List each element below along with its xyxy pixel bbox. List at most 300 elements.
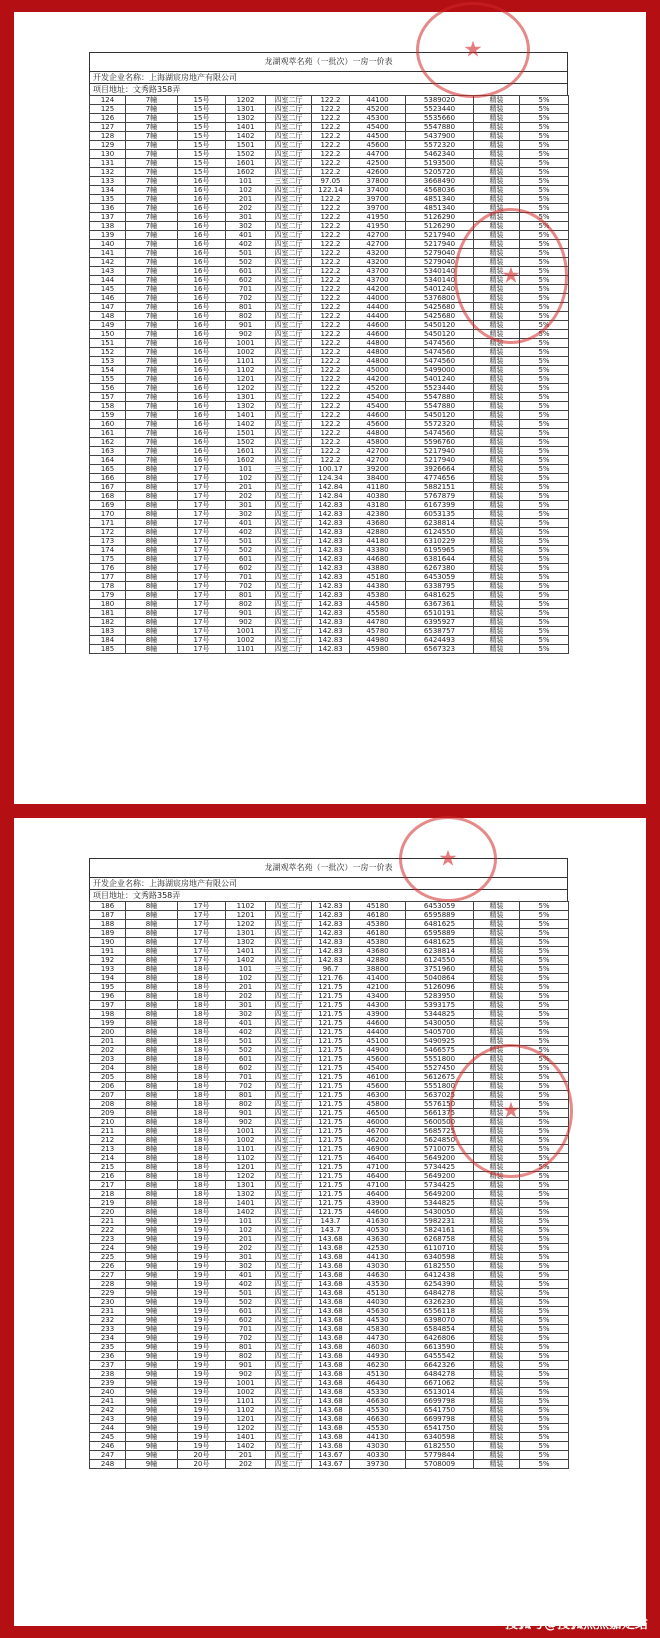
table-cell: 7幢 [126, 159, 178, 168]
table-cell: 1101 [226, 1397, 266, 1406]
table-cell: 精装 [474, 159, 520, 168]
table-cell: 44130 [350, 1433, 406, 1442]
table-cell: 121.75 [312, 1136, 350, 1145]
table-cell: 6381644 [406, 555, 474, 564]
table-cell: 四室二厅 [266, 1244, 312, 1253]
table-cell: 15号 [178, 96, 226, 105]
table-cell: 四室二厅 [266, 195, 312, 204]
table-cell: 239 [90, 1379, 126, 1388]
table-cell: 45800 [350, 438, 406, 447]
table-cell: 224 [90, 1244, 126, 1253]
table-cell: 45100 [350, 1037, 406, 1046]
table-cell: 16号 [178, 249, 226, 258]
table-cell: 196 [90, 992, 126, 1001]
table-cell: 44400 [350, 312, 406, 321]
table-cell: 501 [226, 249, 266, 258]
table-cell: 19号 [178, 1406, 226, 1415]
table-cell: 7幢 [126, 240, 178, 249]
table-cell: 四室二厅 [266, 402, 312, 411]
table-cell: 精装 [474, 627, 520, 636]
table-cell: 17号 [178, 591, 226, 600]
table-cell: 301 [226, 1253, 266, 1262]
table-cell: 精装 [474, 1073, 520, 1082]
table-cell: 1202 [226, 384, 266, 393]
table-cell: 18号 [178, 965, 226, 974]
table-cell: 8幢 [126, 1028, 178, 1037]
table-cell: 7幢 [126, 366, 178, 375]
table-cell: 167 [90, 483, 126, 492]
table-cell: 5% [520, 983, 569, 992]
seal-star-icon: ★ [501, 263, 521, 289]
table-cell: 701 [226, 1325, 266, 1334]
table-row [90, 636, 569, 645]
table-row [90, 1037, 569, 1046]
table-cell: 17号 [178, 510, 226, 519]
table-cell: 8幢 [126, 519, 178, 528]
table-cell: 5% [520, 222, 569, 231]
table-row [90, 177, 569, 186]
table-cell: 144 [90, 276, 126, 285]
table-cell: 45400 [350, 393, 406, 402]
table-cell: 5126096 [406, 983, 474, 992]
table-cell: 248 [90, 1460, 126, 1469]
price-table [89, 901, 569, 1469]
table-cell: 5% [520, 375, 569, 384]
table-cell: 46180 [350, 911, 406, 920]
table-cell: 5% [520, 929, 569, 938]
table-cell: 四室二厅 [266, 1370, 312, 1379]
table-cell: 精装 [474, 983, 520, 992]
table-cell: 102 [226, 186, 266, 195]
table-cell: 149 [90, 321, 126, 330]
table-cell: 5% [520, 1298, 569, 1307]
table-cell: 1401 [226, 947, 266, 956]
table-cell: 7幢 [126, 114, 178, 123]
table-cell: 17号 [178, 618, 226, 627]
table-cell: 19号 [178, 1226, 226, 1235]
table-cell: 5405700 [406, 1028, 474, 1037]
table-cell: 5523440 [406, 384, 474, 393]
table-cell: 41180 [350, 483, 406, 492]
table-cell: 142.83 [312, 501, 350, 510]
table-cell: 142.83 [312, 528, 350, 537]
table-row [90, 375, 569, 384]
table-cell: 19号 [178, 1442, 226, 1451]
table-cell: 122.2 [312, 123, 350, 132]
table-cell: 16号 [178, 213, 226, 222]
table-cell: 17号 [178, 609, 226, 618]
table-cell: 5% [520, 114, 569, 123]
table-cell: 43880 [350, 564, 406, 573]
table-cell: 四室二厅 [266, 1154, 312, 1163]
table-row [90, 1316, 569, 1325]
table-row [90, 1379, 569, 1388]
table-cell: 302 [226, 510, 266, 519]
table-cell: 229 [90, 1289, 126, 1298]
table-cell: 6167399 [406, 501, 474, 510]
table-row [90, 465, 569, 474]
table-cell: 18号 [178, 1055, 226, 1064]
table-cell: 45400 [350, 402, 406, 411]
table-cell: 188 [90, 920, 126, 929]
table-cell: 15号 [178, 141, 226, 150]
table-cell: 44780 [350, 618, 406, 627]
table-cell: 精装 [474, 483, 520, 492]
table-cell: 6124550 [406, 528, 474, 537]
table-cell: 6412438 [406, 1271, 474, 1280]
table-cell: 5% [520, 429, 569, 438]
table-cell: 7幢 [126, 321, 178, 330]
table-cell: 19号 [178, 1415, 226, 1424]
table-cell: 7幢 [126, 294, 178, 303]
table-cell: 8幢 [126, 555, 178, 564]
table-cell: 143.68 [312, 1289, 350, 1298]
table-cell: 5340140 [406, 276, 474, 285]
table-row [90, 1235, 569, 1244]
table-row [90, 348, 569, 357]
table-cell: 7幢 [126, 411, 178, 420]
table-cell: 5% [520, 600, 569, 609]
table-cell: 1102 [226, 902, 266, 911]
table-cell: 6182550 [406, 1442, 474, 1451]
table-cell: 精装 [474, 330, 520, 339]
table-cell: 精装 [474, 1433, 520, 1442]
table-cell: 精装 [474, 285, 520, 294]
table-cell: 19号 [178, 1253, 226, 1262]
table-cell: 5% [520, 204, 569, 213]
table-cell: 精装 [474, 213, 520, 222]
table-cell: 602 [226, 564, 266, 573]
table-cell: 5% [520, 285, 569, 294]
table-cell: 44800 [350, 357, 406, 366]
table-cell: 5% [520, 1154, 569, 1163]
table-cell: 5% [520, 1244, 569, 1253]
table-cell: 3668490 [406, 177, 474, 186]
table-cell: 702 [226, 582, 266, 591]
table-cell: 5% [520, 591, 569, 600]
table-cell: 5% [520, 609, 569, 618]
table-cell: 5% [520, 1010, 569, 1019]
table-row [90, 384, 569, 393]
table-row [90, 114, 569, 123]
table-cell: 6426806 [406, 1334, 474, 1343]
table-cell: 9幢 [126, 1397, 178, 1406]
table-cell: 9幢 [126, 1460, 178, 1469]
table-cell: 142.83 [312, 938, 350, 947]
table-cell: 四室二厅 [266, 366, 312, 375]
table-cell: 124.34 [312, 474, 350, 483]
table-cell: 精装 [474, 267, 520, 276]
table-cell: 5217940 [406, 231, 474, 240]
table-cell: 244 [90, 1424, 126, 1433]
table-cell: 四室二厅 [266, 474, 312, 483]
table-cell: 5649200 [406, 1172, 474, 1181]
table-cell: 精装 [474, 636, 520, 645]
table-cell: 四室二厅 [266, 258, 312, 267]
table-cell: 220 [90, 1208, 126, 1217]
table-cell: 5% [520, 1424, 569, 1433]
table-cell: 142.84 [312, 483, 350, 492]
table-cell: 6268758 [406, 1235, 474, 1244]
developer-name: 开发企业名称：上海湖宸房地产有限公司 [89, 71, 568, 83]
table-cell: 四室二厅 [266, 1352, 312, 1361]
table-cell: 16号 [178, 276, 226, 285]
table-cell: 5425680 [406, 312, 474, 321]
table-cell: 16号 [178, 330, 226, 339]
table-cell: 1101 [226, 357, 266, 366]
table-cell: 45400 [350, 123, 406, 132]
table-cell: 1002 [226, 1136, 266, 1145]
table-cell: 6513014 [406, 1388, 474, 1397]
table-cell: 5649200 [406, 1154, 474, 1163]
table-cell: 5547880 [406, 123, 474, 132]
table-row [90, 456, 569, 465]
table-cell: 18号 [178, 1064, 226, 1073]
table-cell: 精装 [474, 1100, 520, 1109]
table-cell: 四室二厅 [266, 582, 312, 591]
table-cell: 5% [520, 1145, 569, 1154]
table-cell: 163 [90, 447, 126, 456]
table-cell: 9幢 [126, 1226, 178, 1235]
table-cell: 四室二厅 [266, 555, 312, 564]
table-cell: 5824161 [406, 1226, 474, 1235]
table-cell: 5% [520, 1082, 569, 1091]
table-cell: 45300 [350, 114, 406, 123]
table-cell: 精装 [474, 537, 520, 546]
table-row [90, 1424, 569, 1433]
table-cell: 1301 [226, 105, 266, 114]
table-cell: 四室二厅 [266, 1433, 312, 1442]
table-cell: 43200 [350, 249, 406, 258]
table-cell: 5% [520, 384, 569, 393]
table-cell: 5% [520, 1334, 569, 1343]
table-cell: 46400 [350, 1172, 406, 1181]
table-cell: 46300 [350, 1091, 406, 1100]
table-cell: 四室二厅 [266, 1361, 312, 1370]
table-cell: 247 [90, 1451, 126, 1460]
table-cell: 1402 [226, 420, 266, 429]
table-cell: 5% [520, 96, 569, 105]
table-cell: 43180 [350, 501, 406, 510]
official-seal-stamp [399, 816, 497, 902]
table-cell: 6595889 [406, 911, 474, 920]
table-cell: 精装 [474, 231, 520, 240]
table-row [90, 1262, 569, 1271]
table-cell: 402 [226, 528, 266, 537]
table-row [90, 501, 569, 510]
table-cell: 47100 [350, 1163, 406, 1172]
table-cell: 四室二厅 [266, 213, 312, 222]
table-cell: 5% [520, 528, 569, 537]
table-cell: 8幢 [126, 947, 178, 956]
table-cell: 169 [90, 501, 126, 510]
table-cell: 四室二厅 [266, 159, 312, 168]
table-cell: 5% [520, 240, 569, 249]
table-cell: 122.2 [312, 276, 350, 285]
table-cell: 精装 [474, 375, 520, 384]
table-cell: 6367361 [406, 600, 474, 609]
table-cell: 16号 [178, 411, 226, 420]
table-cell: 8幢 [126, 1163, 178, 1172]
table-cell: 17号 [178, 645, 226, 654]
table-cell: 5% [520, 1397, 569, 1406]
table-cell: 140 [90, 240, 126, 249]
table-cell: 四室二厅 [266, 1397, 312, 1406]
table-cell: 精装 [474, 546, 520, 555]
table-cell: 8幢 [126, 1145, 178, 1154]
table-cell: 121.75 [312, 1100, 350, 1109]
table-cell: 精装 [474, 591, 520, 600]
table-cell: 6398070 [406, 1316, 474, 1325]
table-cell: 5% [520, 564, 569, 573]
table-cell: 402 [226, 1028, 266, 1037]
table-cell: 401 [226, 1019, 266, 1028]
table-cell: 172 [90, 528, 126, 537]
table-cell: 502 [226, 1046, 266, 1055]
table-cell: 1202 [226, 1172, 266, 1181]
table-cell: 1402 [226, 1208, 266, 1217]
table-cell: 精装 [474, 141, 520, 150]
table-cell: 精装 [474, 96, 520, 105]
table-cell: 四室二厅 [266, 249, 312, 258]
table-row [90, 132, 569, 141]
table-cell: 四室二厅 [266, 911, 312, 920]
table-cell: 1001 [226, 1127, 266, 1136]
table-cell: 101 [226, 465, 266, 474]
table-cell: 143.68 [312, 1406, 350, 1415]
table-cell: 8幢 [126, 929, 178, 938]
official-seal-stamp [416, 2, 530, 98]
table-cell: 1001 [226, 1379, 266, 1388]
table-cell: 8幢 [126, 1154, 178, 1163]
table-cell: 122.2 [312, 222, 350, 231]
table-cell: 45830 [350, 1325, 406, 1334]
table-cell: 45330 [350, 1388, 406, 1397]
table-cell: 7幢 [126, 177, 178, 186]
table-cell: 精装 [474, 1406, 520, 1415]
table-cell: 7幢 [126, 438, 178, 447]
table-cell: 43200 [350, 258, 406, 267]
table-cell: 216 [90, 1172, 126, 1181]
table-cell: 精装 [474, 1181, 520, 1190]
table-cell: 6424493 [406, 636, 474, 645]
table-row [90, 1289, 569, 1298]
table-cell: 902 [226, 618, 266, 627]
table-cell: 121.75 [312, 1118, 350, 1127]
table-cell: 122.2 [312, 420, 350, 429]
table-cell: 17号 [178, 627, 226, 636]
table-cell: 47100 [350, 1181, 406, 1190]
table-cell: 143.68 [312, 1424, 350, 1433]
table-cell: 16号 [178, 231, 226, 240]
table-cell: 1201 [226, 911, 266, 920]
table-cell: 5437900 [406, 132, 474, 141]
table-cell: 四室二厅 [266, 1109, 312, 1118]
table-cell: 精装 [474, 429, 520, 438]
table-cell: 四室二厅 [266, 636, 312, 645]
table-cell: 精装 [474, 1109, 520, 1118]
table-cell: 5% [520, 276, 569, 285]
table-cell: 143.68 [312, 1244, 350, 1253]
table-row [90, 573, 569, 582]
table-cell: 206 [90, 1082, 126, 1091]
table-cell: 精装 [474, 195, 520, 204]
table-cell: 8幢 [126, 501, 178, 510]
table-cell: 45600 [350, 141, 406, 150]
table-row [90, 141, 569, 150]
table-cell: 122.2 [312, 402, 350, 411]
table-cell: 165 [90, 465, 126, 474]
table-cell: 157 [90, 393, 126, 402]
table-cell: 5474560 [406, 429, 474, 438]
table-cell: 精装 [474, 1055, 520, 1064]
table-row [90, 564, 569, 573]
table-row [90, 600, 569, 609]
table-cell: 9幢 [126, 1325, 178, 1334]
table-cell: 1002 [226, 636, 266, 645]
table-cell: 精装 [474, 1280, 520, 1289]
table-cell: 四室二厅 [266, 303, 312, 312]
table-cell: 6510191 [406, 609, 474, 618]
table-cell: 122.2 [312, 132, 350, 141]
table-cell: 四室二厅 [266, 231, 312, 240]
table-cell: 精装 [474, 240, 520, 249]
table-cell: 143.68 [312, 1262, 350, 1271]
table-cell: 227 [90, 1271, 126, 1280]
table-cell: 221 [90, 1217, 126, 1226]
table-cell: 四室二厅 [266, 321, 312, 330]
table-cell: 1601 [226, 447, 266, 456]
table-cell: 5% [520, 1181, 569, 1190]
table-cell: 142.83 [312, 618, 350, 627]
table-cell: 46400 [350, 1190, 406, 1199]
table-cell: 143.68 [312, 1433, 350, 1442]
table-cell: 四室二厅 [266, 132, 312, 141]
table-cell: 5% [520, 402, 569, 411]
table-cell: 精装 [474, 1028, 520, 1037]
table-cell: 精装 [474, 294, 520, 303]
table-cell: 43400 [350, 992, 406, 1001]
table-cell: 45180 [350, 573, 406, 582]
table-cell: 9幢 [126, 1424, 178, 1433]
table-cell: 42700 [350, 231, 406, 240]
table-cell: 5376800 [406, 294, 474, 303]
table-cell: 211 [90, 1127, 126, 1136]
table-cell: 精装 [474, 519, 520, 528]
table-cell: 143.67 [312, 1460, 350, 1469]
table-cell: 1201 [226, 375, 266, 384]
table-cell: 125 [90, 105, 126, 114]
table-cell: 501 [226, 1289, 266, 1298]
table-cell: 44500 [350, 132, 406, 141]
table-cell: 17号 [178, 564, 226, 573]
table-cell: 8幢 [126, 1037, 178, 1046]
table-cell: 精装 [474, 564, 520, 573]
table-cell: 5% [520, 582, 569, 591]
table-cell: 5% [520, 339, 569, 348]
table-cell: 8幢 [126, 537, 178, 546]
table-cell: 精装 [474, 582, 520, 591]
table-cell: 5% [520, 1190, 569, 1199]
table-cell: 20号 [178, 1451, 226, 1460]
table-cell: 121.75 [312, 1019, 350, 1028]
table-cell: 5% [520, 1172, 569, 1181]
table-cell: 5% [520, 447, 569, 456]
table-cell: 176 [90, 564, 126, 573]
table-cell: 精装 [474, 258, 520, 267]
table-cell: 37400 [350, 186, 406, 195]
table-cell: 7幢 [126, 141, 178, 150]
